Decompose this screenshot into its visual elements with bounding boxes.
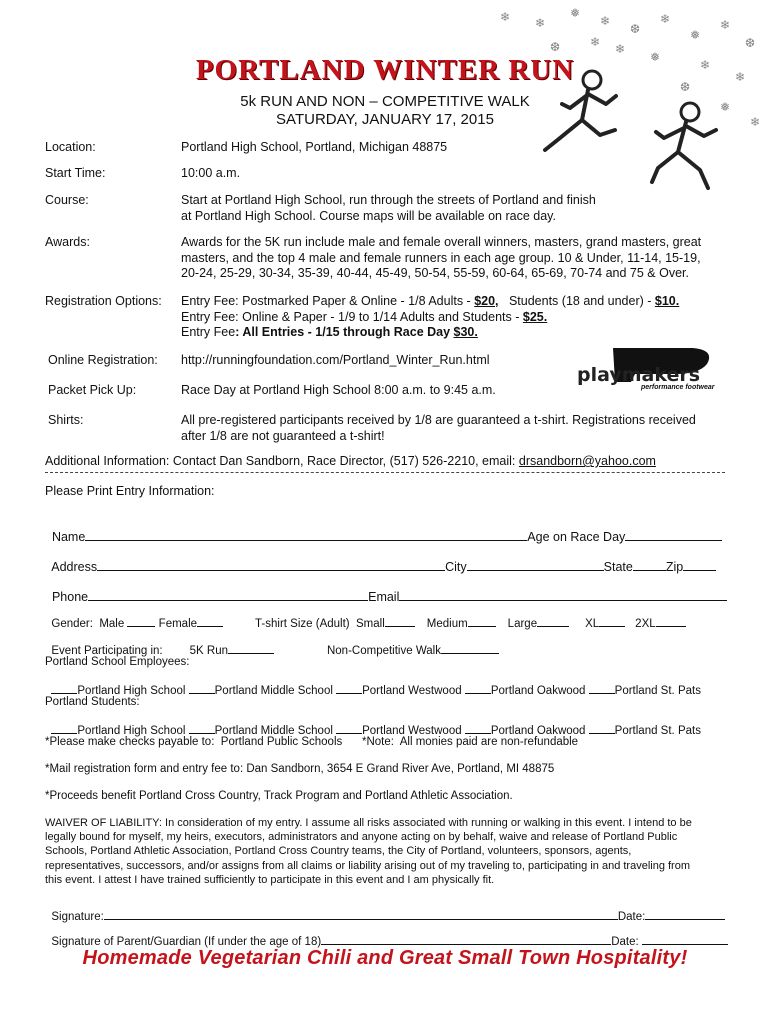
shirts-label: Shirts: — [48, 413, 84, 427]
signature-field[interactable] — [104, 907, 618, 920]
xl-field[interactable] — [599, 614, 625, 627]
shirts-value: All pre-registered participants received by 1/8 are guaranteed a t-shirt. Registrations received after 1/8 are not guaranteed a t-shirt! — [181, 413, 696, 443]
age-field[interactable] — [625, 528, 722, 541]
medium-field[interactable] — [468, 614, 496, 627]
employee-high-field[interactable] — [51, 681, 77, 694]
employees-schools-row: Portland High School Portland Middle School Portland Westwood Portland Oakwood Portland St. Pats — [45, 669, 701, 697]
gender-tshirt-row: Gender: Male Female T-shirt Size (Adult) Small Medium Large XL 2XL — [45, 602, 686, 630]
student-stpats-field[interactable] — [589, 721, 615, 734]
student-westwood-field[interactable] — [336, 721, 362, 734]
footer-tagline: Homemade Vegetarian Chili and Great Small Town Hospitality! — [82, 947, 688, 969]
event-row: Event Participating in: 5K Run Non-Competitive Walk — [45, 629, 499, 657]
start-time-label: Start Time: — [45, 166, 106, 180]
small-field[interactable] — [385, 614, 415, 627]
refund-note: *Note: All monies paid are non-refundable — [362, 736, 579, 748]
parent-signature-field[interactable] — [321, 932, 611, 945]
course-value: Start at Portland High School, run through the streets of Portland and finish at Portland High School. Course maps will be available on race day. — [181, 193, 596, 223]
start-time-value: 10:00 a.m. — [181, 166, 241, 180]
awards-label: Awards: — [45, 235, 90, 249]
online-registration-link[interactable]: http://runningfoundation.com/Portland_Winter_Run.html — [181, 353, 490, 367]
event-date: SATURDAY, JANUARY 17, 2015 — [276, 111, 494, 128]
employee-westwood-field[interactable] — [336, 681, 362, 694]
large-field[interactable] — [537, 614, 569, 627]
email-link[interactable]: drsandborn@yahoo.com — [518, 454, 656, 468]
parent-signature-row: Signature of Parent/Guardian (If under the age of 18) Date: — [45, 920, 728, 948]
student-oakwood-field[interactable] — [465, 721, 491, 734]
state-field[interactable] — [633, 558, 666, 571]
location-label: Location: — [45, 140, 96, 154]
cut-line — [45, 472, 725, 473]
phone-field[interactable] — [88, 588, 368, 601]
employee-middle-field[interactable] — [189, 681, 215, 694]
name-row: Name Age on Race Day — [45, 514, 722, 544]
page-title: PORTLAND WINTER RUN — [195, 54, 575, 86]
city-field[interactable] — [467, 558, 604, 571]
registration-label: Registration Options: — [45, 294, 162, 308]
students-schools-row: Portland High School Portland Middle School Portland Westwood Portland Oakwood Portland St. Pats — [45, 709, 701, 737]
additional-info: Additional Information: Contact Dan Sandborn, Race Director, (517) 526-2210, email: drsandborn@yahoo.com — [45, 454, 656, 468]
students-label: Portland Students: — [45, 696, 140, 708]
student-high-field[interactable] — [51, 721, 77, 734]
awards-value: Awards for the 5K run include male and female overall winners, masters, grand masters, great masters, and the top 4 male and female runners in each age group. 10 & Under, 11-14, 15-19, 20-24, 25-29, 30-34, 35-39, 40-44, 45-49, 50-54, 55-59, 60-64, 65-69, 70-74 and 75 & Over. — [181, 235, 702, 280]
5k-run-field[interactable] — [228, 641, 274, 654]
female-field[interactable] — [197, 614, 223, 627]
course-label: Course: — [45, 193, 89, 207]
parent-date-field[interactable] — [642, 932, 728, 945]
playmakers-logo: playmakers performance footwear — [575, 346, 727, 396]
employees-label: Portland School Employees: — [45, 656, 190, 668]
walk-field[interactable] — [441, 641, 499, 654]
mail-note: *Mail registration form and entry fee to: Dan Sandborn, 3654 E Grand River Ave, Portland, MI 48875 — [45, 763, 555, 775]
proceeds-note: *Proceeds benefit Portland Cross Country, Track Program and Portland Athletic Association. — [45, 790, 513, 802]
waiver-text: WAIVER OF LIABILITY: In consideration of my entry. I assume all risks associated with running or walking in this event. I intend to be legally bound for myself, my heirs, executors, administrators and anyone acting on by behalf, waive and release of Portland Public Schools, Portland Athletic Association, Portland Cross Country teams, the City of Portland, volunteers, sponsors, agents, representatives, successors, and/or assigns from all claims or liability arising out of my traveling to, participating in and traveling from this event. I attest I have trained sufficiently to participate in this event and I am physically fit. — [45, 817, 692, 886]
registration-options: Entry Fee: Postmarked Paper & Online - 1/8 Adults - $20, Students (18 and under) - $10. Entry Fee: Online & Paper - 1/9 to 1/14 Adults and Students - $25. Entry Fee: All Entries - 1/15 through Race Day $30. — [181, 294, 680, 339]
packet-pickup-value: Race Day at Portland High School 8:00 a.m. to 9:45 a.m. — [181, 383, 496, 397]
address-field[interactable] — [97, 558, 445, 571]
name-field[interactable] — [85, 528, 527, 541]
signature-row: Signature: Date: — [45, 895, 725, 923]
employee-stpats-field[interactable] — [589, 681, 615, 694]
checks-note: *Please make checks payable to: Portland Public Schools — [45, 736, 343, 748]
location-value: Portland High School, Portland, Michigan 48875 — [181, 140, 448, 154]
phone-row: Phone Email — [45, 574, 727, 604]
print-entry-label: Please Print Entry Information: — [45, 484, 215, 498]
address-row: Address City State Zip — [45, 544, 716, 574]
event-subtitle: 5k RUN AND NON – COMPETITIVE WALK — [240, 93, 530, 110]
signature-date-field[interactable] — [645, 907, 725, 920]
packet-pickup-label: Packet Pick Up: — [48, 383, 137, 397]
xxl-field[interactable] — [656, 614, 686, 627]
email-field[interactable] — [399, 588, 727, 601]
zip-field[interactable] — [683, 558, 716, 571]
student-middle-field[interactable] — [189, 721, 215, 734]
employee-oakwood-field[interactable] — [465, 681, 491, 694]
online-registration-label: Online Registration: — [48, 353, 158, 367]
male-field[interactable] — [127, 614, 155, 627]
